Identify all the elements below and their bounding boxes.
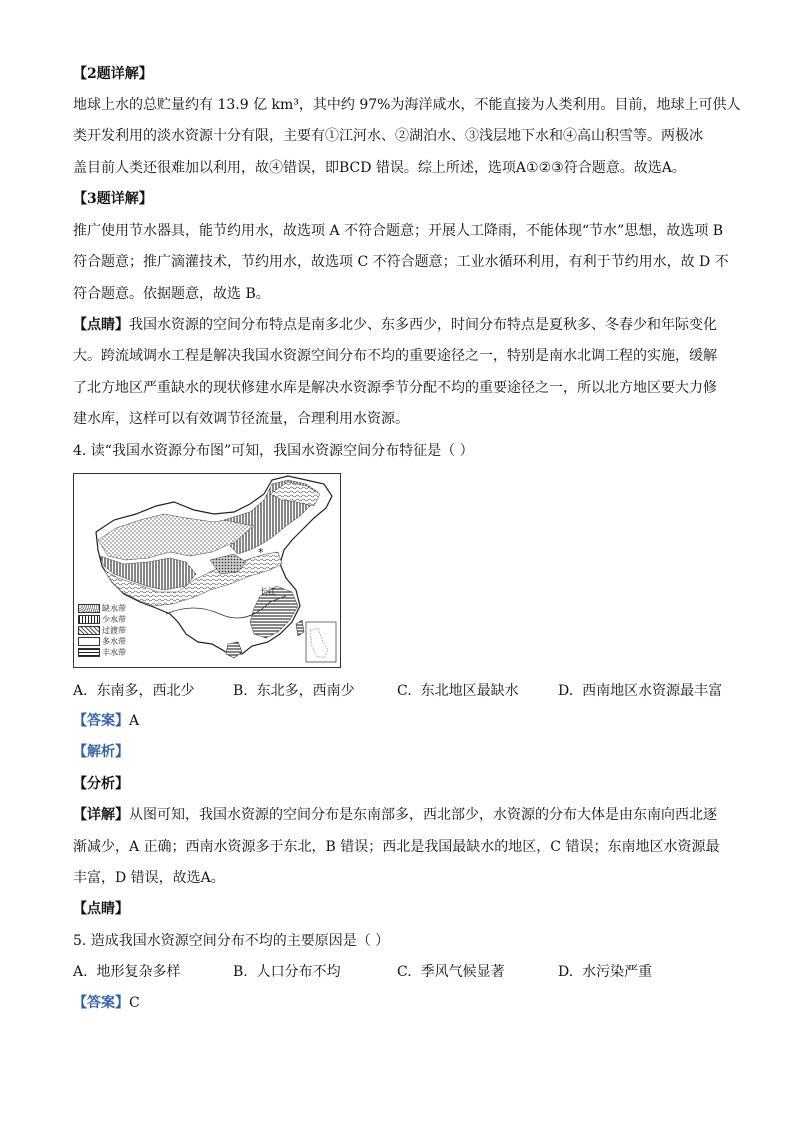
note1-text: 我国水资源的空间分布特点是南多北少、东多西少，时间分布特点是夏秋多、冬春少和年际变化	[129, 317, 717, 333]
option-text: 东北多，西南少	[256, 683, 355, 699]
legend-swatch-semiarid	[78, 615, 100, 624]
legend-label: 过渡带	[102, 626, 126, 635]
q4-answer	[73, 711, 139, 731]
option-letter: C.	[397, 964, 412, 980]
option-text: 东北地区最缺水	[420, 683, 519, 699]
legend-label: 缺水带	[102, 604, 126, 613]
q2-line: 地球上水的总贮量约有 13.9 亿 km³，其中约 97%为海洋咸水，不能直接为人类利用。目前，地球上可供人	[73, 97, 741, 113]
answer-value: A	[129, 713, 140, 729]
q3-header: 【3题详解】	[73, 191, 153, 207]
legend-item	[78, 615, 126, 624]
q2-line: 类开发利用的淡水资源十分有限，主要有①江河水、②湖泊水、③浅层地下水和④高山积雪等。两极冰	[73, 128, 703, 144]
capital-star-icon: *	[258, 546, 264, 559]
option-text: 西南地区水资源最丰富	[582, 683, 723, 699]
q5-answer	[73, 993, 140, 1013]
q5-option-c[interactable]	[397, 962, 505, 982]
note1-tag: 【点睛】	[73, 317, 129, 333]
option-letter: A.	[73, 683, 88, 699]
china-water-map	[73, 473, 341, 668]
option-text: 水污染严重	[582, 964, 653, 980]
q4-detail-line: 渐减少，A 正确；西南水资源多于东北，B 错误；西北是我国最缺水的地区，C 错误；东南地区水资源最	[73, 839, 720, 855]
answer-value: C	[129, 995, 140, 1011]
legend-item	[78, 604, 126, 613]
legend-swatch-transition	[78, 626, 100, 635]
legend-label: 多水带	[102, 637, 126, 646]
option-letter: B.	[233, 683, 248, 699]
legend-item	[78, 648, 126, 657]
q4-note-tag: 【点睛】	[73, 901, 129, 917]
q4-fenxi-tag: 【分析】	[73, 776, 129, 792]
legend-item	[78, 626, 126, 635]
legend-swatch-abundant	[78, 648, 100, 657]
q4-option-b[interactable]	[233, 681, 355, 701]
note1-line: 了北方地区严重缺水的现状修建水库是解决水资源季节分配不均的重要途径之一，所以北方地区要大力修	[73, 380, 717, 396]
q4-detail-line	[73, 805, 717, 825]
q4-stem: 4. 读“我国水资源分布图”可知，我国水资源空间分布特征是（ ）	[73, 443, 474, 459]
legend-swatch-arid	[78, 604, 100, 613]
option-text: 东南多，西北少	[96, 683, 195, 699]
option-letter: B.	[233, 964, 248, 980]
detail-text: 从图可知，我国水资源的空间分布是东南部多，西北部少，水资源的分布大体是由东南向西北逐	[129, 807, 717, 823]
q4-option-c[interactable]	[397, 681, 519, 701]
option-letter: C.	[397, 683, 412, 699]
q2-header: 【2题详解】	[73, 66, 153, 82]
q5-option-d[interactable]	[558, 962, 652, 982]
q4-detail-line: 丰富，D 错误，故选A。	[73, 870, 225, 886]
q5-option-b[interactable]	[233, 962, 341, 982]
note1-line: 大。跨流域调水工程是解决我国水资源空间分布不均的重要途径之一，特别是南水北调工程的实施，缓解	[73, 348, 717, 364]
q4-option-a[interactable]	[73, 681, 194, 701]
answer-tag: 【答案】	[73, 995, 129, 1011]
legend-label: 少水带	[102, 615, 126, 624]
q5-stem: 5. 造成我国水资源空间分布不均的主要原因是（ ）	[73, 933, 390, 949]
taiwan-island	[296, 620, 304, 636]
option-letter: A.	[73, 964, 88, 980]
option-text: 人口分布不均	[256, 964, 341, 980]
q4-analysis-tag: 【解析】	[73, 744, 129, 760]
q2-line: 盖目前人类还很难加以利用，故④错误，即BCD 错误。综上所述，选项A①②③符合题意。故选A。	[73, 160, 686, 176]
option-letter: D.	[558, 964, 574, 980]
answer-tag: 【答案】	[73, 713, 129, 729]
q3-line: 符合题意；推广滴灌技术，节约用水，故选项 C 不符合题意；工业水循环利用，有利于节约用水，故 D 不	[73, 254, 729, 270]
q4-option-d[interactable]	[558, 681, 722, 701]
south-china-sea-inset	[306, 622, 336, 662]
option-text: 地形复杂多样	[96, 964, 181, 980]
option-text: 季风气候显著	[420, 964, 505, 980]
note1-line: 建水库，这样可以有效调节径流量，合理利用水资源。	[73, 411, 409, 427]
q3-line: 符合题意。依据题意，故选 B。	[73, 286, 270, 302]
q3-line: 推广使用节水器具，能节约用水，故选项 A 不符合题意；开展人工降雨，不能体现“节水”思想，故选项 B	[73, 223, 724, 239]
river-label: 长江	[260, 587, 276, 596]
legend-label: 丰水带	[102, 648, 126, 657]
q5-option-a[interactable]	[73, 962, 180, 982]
option-letter: D.	[558, 683, 574, 699]
legend-swatch-humid	[78, 637, 100, 646]
note1-line	[73, 315, 717, 335]
detail-tag: 【详解】	[73, 807, 129, 823]
legend-item	[78, 637, 126, 646]
